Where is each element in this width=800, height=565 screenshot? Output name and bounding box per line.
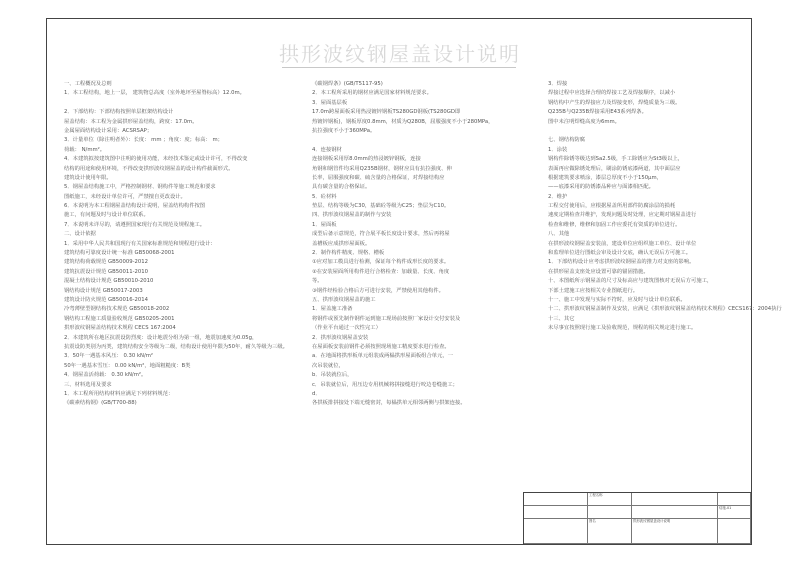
note-line: 5．砼材料: [312, 193, 337, 200]
note-line: 三、材料选用及要求: [64, 381, 112, 388]
note-line: [64, 99, 296, 108]
note-line: 4．本建筑拟按建筑图中注明的使用功能，未经技术鉴定或设计许可，不得改变: [64, 156, 248, 163]
note-line: 成型后备示意规范，符合展平板长度设计要求，然后再将屋: [312, 231, 450, 238]
note-line: ——底漆采用的防锈漆品种应与面漆相匹配。: [548, 184, 654, 191]
note-line: 未尽事宜按照现行施工及验收规范，规程的相关规定进行施工。: [548, 325, 697, 332]
note-line: b．吊装就位后，: [312, 372, 353, 379]
tb-cell-sheet-no: 结施-01: [718, 506, 751, 519]
note-line: 根据建筑要求喷涂，漆层总厚度不小于150μm，: [548, 174, 662, 181]
note-line: 十二、拱形波纹钢屋盖制作及安装，应满足《拱形波纹钢屋盖结构技术规程》CECS167：2004执行: [548, 306, 782, 313]
note-line: 荷载： N/mm²。: [64, 146, 106, 153]
tb-cell-drawing-title: 拱形波纹钢屋盖设计说明: [632, 519, 718, 544]
note-line: 各拱板排拼接处下端无缝密封，每榀拱单元相邻两侧与拱架连接。: [312, 400, 466, 407]
note-line: 抗拉强度不小于360MPa。: [312, 127, 376, 134]
page-title: 拱形波纹钢屋盖设计说明: [279, 42, 521, 66]
note-line: 钢结构中产生的焊接应力及焊接变形，焊缝质量为三级。: [548, 99, 681, 106]
note-line: 5．钢屋盖结构施工中，严格控制钢材、钢构件等施工规范和要求: [64, 184, 216, 191]
note-line: 热镀锌钢板)，钢板厚度0.8mm，材质为Q280B，屈服强度不小于280MPa，: [312, 118, 494, 125]
note-line: 3．50年一遇基本风压： 0.30 kN/m²: [64, 353, 154, 360]
note-line: [312, 136, 538, 145]
note-line: 速度定期检查并维护，发现问题及时处理，应定期对钢屋盖进行: [548, 212, 697, 219]
note-line: 在拱形屋盖支座处应设置可靠的锚固措施。: [548, 268, 649, 275]
note-line: ①应对加工模具进行检测，保证每个构件成形长度的要求。: [312, 259, 450, 266]
note-line: 结构的用途和使用环境，不得改变拱形波纹钢屋盖的设计构件截面形式。: [64, 165, 234, 172]
note-line: 工程交付使用后，应根据屋盖所用部件防腐涂层的损耗: [548, 203, 676, 210]
note-line: 50年一遇基本雪压： 0.00 kN/m²，地面粗糙度：B类: [64, 362, 191, 369]
note-line: 1．本工程结构，地上一层， 建筑物总高度（室外地坪至屋脊标高）12.0m。: [64, 90, 245, 97]
note-line: ②在安装屋面所用构件进行合格检查：加载量、长度、角度: [312, 268, 450, 275]
tb-cell-blank-4: [588, 506, 632, 519]
tb-cell-blank-7: [718, 519, 751, 544]
note-line: 1．屋面板: [312, 221, 337, 228]
note-line: 《碳钢焊条》(GB/T5117-95): [312, 81, 383, 87]
tb-cell-blank-2: [718, 493, 751, 506]
note-line: 2．制作构件精度、规格、槽板: [312, 250, 385, 257]
note-line: 2．拱形波纹钢屋盖安装: [312, 334, 369, 341]
title-underline: [282, 67, 516, 68]
note-line: 在拱形波纹钢屋盖安装前，建设单位应组织施工单位、设计单位: [548, 240, 697, 247]
note-line: 4．连接钢材: [312, 146, 342, 153]
note-line: 3．计量单位（除注明者外）：长度： mm ；角度：度；标高： m；: [64, 137, 223, 144]
note-line: 角钢和钢管件均采用Q235B钢材，钢材应具有抗拉强度、伸: [312, 165, 452, 172]
note-line: 1．下部结构设计应考虑拱形波纹钢屋盖的推力对支座的影响。: [548, 259, 695, 266]
note-line: 1．屋盖施工准备: [312, 306, 353, 313]
note-line: 建筑抗震设计规范 GB50011-2010: [64, 268, 149, 275]
note-line: a．在地面将拱形板单元组装成两榀拱形屋面板组合单元，一: [312, 353, 453, 360]
title-block: [523, 492, 752, 545]
note-line: 1．涂装: [548, 146, 568, 153]
note-line: 屋盖结构：本工程为金属拱形屋盖结构，跨度：17.0m。: [64, 118, 198, 125]
note-line: 1．本工程所用结构材料应满足下列材料规范：: [64, 390, 174, 397]
note-line: 将钢件或预先制作钢件运到施工现场前按照厂家设计交付安装及: [312, 315, 461, 322]
note-line: 表面再应做除锈处理后，刷涂防锈底漆两道，其中面层应: [548, 165, 681, 172]
note-line: 四、拱形波纹钢屋盖的制作与安装: [312, 212, 392, 219]
note-line: 建筑设计使用年限。: [64, 174, 112, 181]
note-line: 混凝土结构设计规范 GB50010-2010: [64, 278, 154, 285]
note-line: 1．采用中华人民共和国现行有关国家标准规范和规程进行设计：: [64, 240, 216, 247]
note-line: 十三、其它: [548, 315, 575, 322]
tb-cell-blank-3: [524, 506, 588, 519]
tb-cell-blank-1: [524, 493, 588, 506]
note-line: 金属屋面结构设计采用：ACSRSAP；: [64, 127, 153, 134]
note-line: Q235B与Q235B焊接采用E43系列焊条。: [548, 109, 647, 116]
note-line: c．吊装就位后，用压边专用机械将拼接缝进行咬边卷缝施工；: [312, 381, 458, 388]
tb-cell-drawing-label: 图名: [588, 519, 632, 544]
note-line: 五、拱形波纹钢屋盖的施工: [312, 296, 376, 303]
note-line: 17.0m跨屋面板采用热浸镀锌钢板TS280GD钢板(TS280GD即: [312, 109, 461, 116]
note-line: 抗震设防类别为丙类，建筑结构安全等级为二级，结构设计使用年限为50年，耐久等级为三级。: [64, 343, 288, 350]
note-line: 垫层、结构等级为C30，基础砼等级为C25；垫层为C10。: [312, 203, 450, 210]
note-line: 7．本说明未详尽的，请遵照国家现行有关规范及规程施工。: [64, 221, 206, 228]
notes-column-2: [312, 80, 538, 409]
note-line: 七、钢结构防腐: [548, 137, 586, 144]
note-line: 3．焊接: [548, 81, 568, 87]
note-line: 十一、施工中发现与实际不符时，应及时与设计单位联系。: [548, 296, 686, 303]
tb-cell-project-label: 工程名称: [588, 493, 632, 506]
note-line: 2．下部结构：下部结构按照单层框架结构设计: [64, 109, 174, 116]
note-line: 次吊装就位，: [312, 362, 344, 369]
note-line: 建筑设计防火规范 GB50016-2014: [64, 296, 149, 303]
note-line: 2．本工程所采用的钢材应满足国家材料规范要求。: [312, 90, 432, 97]
note-line: ③钢件经检验合格后方可进行安装，严禁使用其他构件。: [312, 287, 444, 294]
note-line: d．: [312, 390, 321, 397]
note-line: 钢结构工程施工质量验收规范 GB50205-2001: [64, 315, 175, 322]
note-line: 4．钢屋盖活荷载： 0.30 kN/m²。: [64, 372, 147, 379]
note-line: 图中未注明焊缝高度为6mm。: [548, 118, 620, 125]
note-line: 图纸施工，未经设计单位许可，严禁擅自更改设计。: [64, 193, 186, 200]
note-line: 《碳素结构钢》(GB/T700-88): [64, 400, 137, 407]
note-line: 冷弯薄壁型钢结构技术规范 GB50018-2002: [64, 306, 170, 313]
note-line: 具有碳含量的合格保证。: [312, 184, 371, 191]
note-line: 在屋面板安装前钢件必须按照现场施工精度要求进行检查。: [312, 343, 450, 350]
tb-cell-blank-5: [632, 506, 718, 519]
note-line: 十、本图纸所示钢屋盖的尺寸及标高应与建筑图核对无误后方可施工，: [548, 278, 713, 285]
note-line: 八、其他: [548, 231, 570, 238]
tb-cell-blank-6: [524, 519, 588, 544]
note-line: 建筑结构荷载规范 GB50009-2012: [64, 259, 149, 266]
note-line: （作业平台通过一次性完工）: [312, 325, 381, 332]
note-line: 拱形波纹钢屋盖结构技术规程 CECS 167:2004: [64, 325, 176, 332]
note-line: 下部土建施工应按相关专业图纸进行。: [548, 287, 639, 294]
note-line: 检查和维修，维修和加固工作应委托有资质的单位进行。: [548, 221, 681, 228]
note-line: 盖槽板应成拱形屋面板。: [312, 240, 371, 247]
note-line: 二、设计依据: [64, 231, 96, 238]
note-line: 一、工程概况及总则: [64, 81, 112, 87]
tb-cell-project-name: [632, 493, 718, 506]
note-line: 施工，有问题及时与设计单位联系。: [64, 212, 149, 219]
note-line: 连接钢板采用厚8.0mm的热浸镀锌钢板，连接: [312, 156, 421, 163]
note-line: 和监理单位进行图纸会审及设计交底，确认无误后方可施工。: [548, 250, 692, 257]
note-line: 等。: [312, 278, 323, 285]
note-line: 3．屋面基层板: [312, 99, 348, 106]
note-line: 2．本建筑所在地区抗震设防烈度：设计地震分组为第一组，地震加速度为0.05g，: [64, 334, 258, 341]
note-line: 钢构件除锈等级达到Sa2.5级，手工除锈应为St3级以上，: [548, 156, 684, 163]
note-line: 钢结构设计规范 GB50017-2003: [64, 287, 143, 294]
notes-column-1: [64, 80, 296, 409]
note-line: [548, 127, 748, 136]
note-line: 焊接过程中应选择合理的焊接工艺及焊接顺序，以减小: [548, 90, 676, 97]
note-line: 长率，屈服强度和碳、硫含量的合格保证，对焊接结构应: [312, 174, 445, 181]
note-line: 6．本说明为本工程钢屋盖结构设计说明，屋盖结构构件按图: [64, 203, 206, 210]
notes-column-3: [548, 80, 782, 334]
note-line: 建筑结构可靠度设计统一标准 GB50068-2001: [64, 250, 175, 257]
note-line: 2．维护: [548, 193, 568, 200]
